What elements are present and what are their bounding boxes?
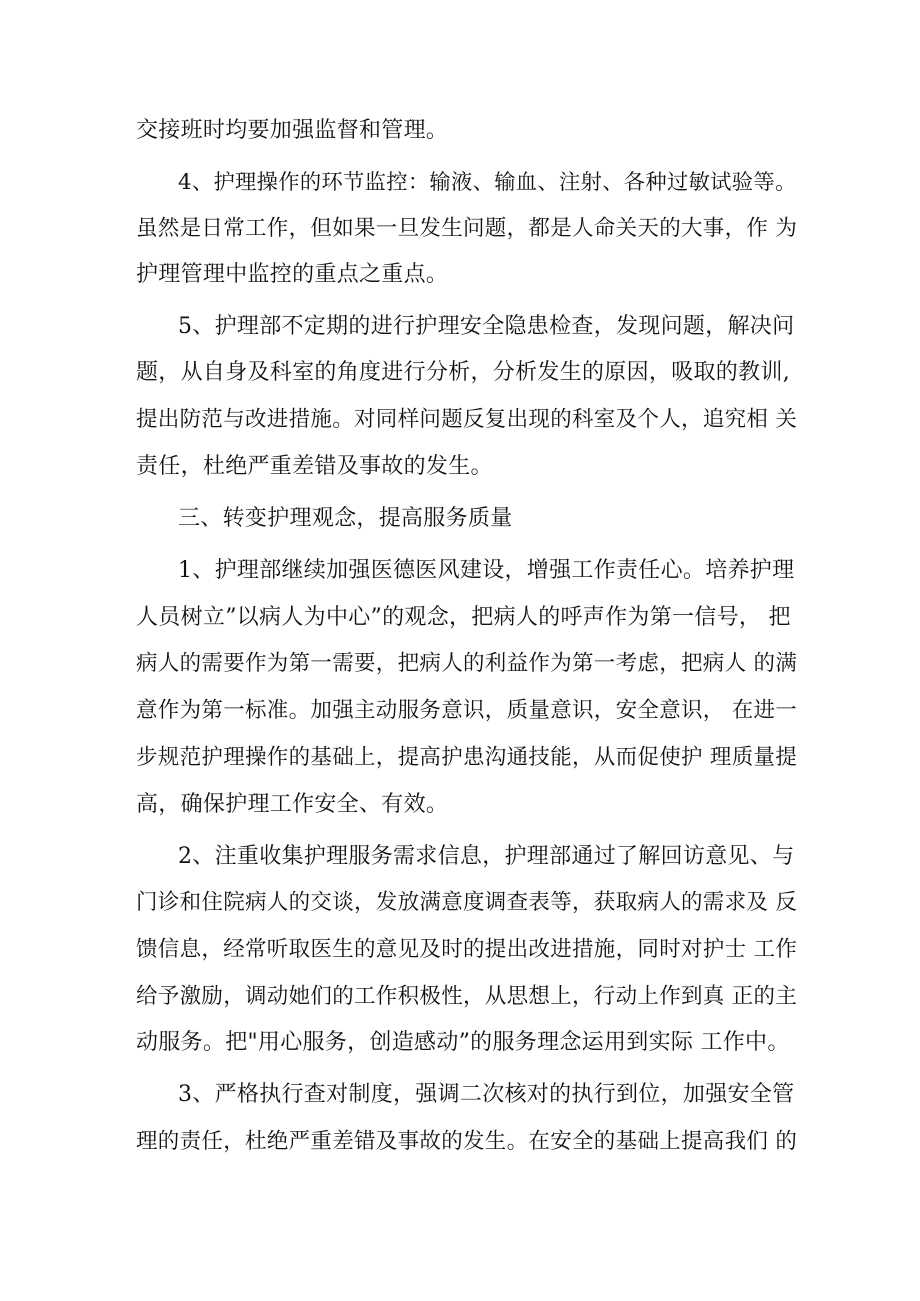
text-line: 意作为第一标准。加强主动服务意识，质量意识，安全意识， 在进一: [136, 698, 798, 723]
text-line: 步规范护理操作的基础上，提高护患沟通技能，从而促使护 理质量提: [136, 745, 798, 770]
text-line: 病人的需要作为第一需要，把病人的利益作为第一考虑，把病人 的满: [136, 651, 798, 676]
text-line: 理的责任，杜绝严重差错及事故的发生。在安全的基础上提高我们 的: [136, 1129, 798, 1154]
text-line: 馈信息，经常听取医生的意见及时的提出改进措施，同时对护士 工作: [136, 937, 798, 962]
text-line: 门诊和住院病人的交谈，发放满意度调查表等，获取病人的需求及 反: [136, 890, 798, 915]
text-line: 虽然是日常工作，但如果一旦发生问题，都是人命关天的大事，作 为: [136, 216, 798, 241]
text-line: 题，从自身及科室的角度进行分析，分析发生的原因，吸取的教训,: [136, 360, 790, 385]
text-line: 3、严格执行查对制度，强调二次核对的执行到位，加强安全管: [178, 1082, 795, 1107]
text-line: 提出防范与改进措施。对同样问题反复出现的科室及个人，追究相 关: [136, 407, 798, 432]
text-line: 动服务。把"用心服务，创造感动”的服务理念运用到实际 工作中。: [136, 1030, 790, 1055]
text-line: 人员树立”以病人为中心”的观念，把病人的呼声作为第一信号， 把: [136, 605, 791, 630]
section-heading: 三、转变护理观念，提高服务质量: [178, 506, 513, 531]
text-line: 2、注重收集护理服务需求信息，护理部通过了解回访意见、与: [178, 844, 795, 869]
text-line: 交接班时均要加强监督和管理。: [136, 118, 449, 143]
text-line: 5、护理部不定期的进行护理安全隐患检查，发现问题，解决问: [178, 314, 795, 339]
text-line: 4、护理操作的环节监控：输液、输血、注射、各种过敏试验等。: [178, 170, 797, 195]
text-line: 高，确保护理工作安全、有效。: [136, 792, 449, 817]
text-line: 1、护理部继续加强医德医风建设，增强工作责任心。培养护理: [178, 558, 795, 583]
text-line: 护理管理中监控的重点之重点。: [136, 262, 449, 287]
text-line: 责任，杜绝严重差错及事故的发生。: [136, 454, 493, 479]
text-line: 给予激励，调动她们的工作积极性，从思想上，行动上作到真 正的主: [136, 984, 798, 1009]
